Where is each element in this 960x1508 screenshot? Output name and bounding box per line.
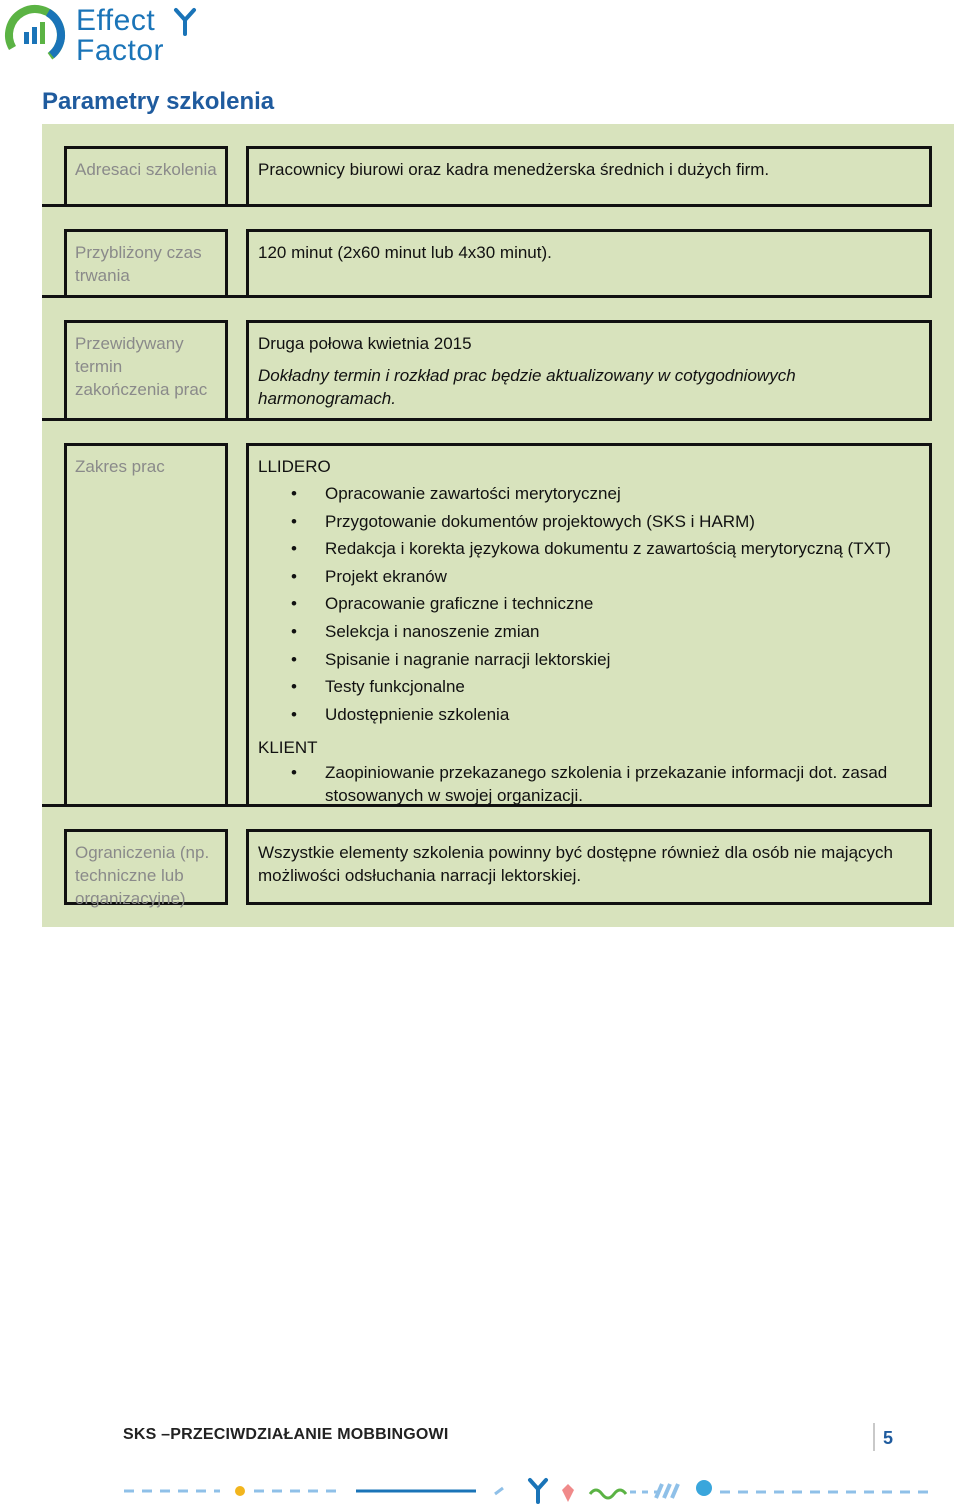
list-item: • Projekt ekranów (258, 563, 920, 591)
list-item: • Udostępnienie szkolenia (258, 701, 920, 729)
list-item: • Spisanie i nagranie narracji lektorskiej (258, 646, 920, 674)
row-label-zakres: Zakres prac (64, 443, 228, 807)
lidero-heading: LLIDERO (258, 457, 331, 476)
row-value-czas: 120 minut (2x60 minut lub 4x30 minut). (246, 229, 932, 298)
page-title: Parametry szkolenia (42, 88, 275, 115)
logo-line-1: Effect (76, 4, 156, 37)
row-value-ograniczenia: Wszystkie elementy szkolenia powinny być dostępne również dla osób nie mających możliwości odsłuchania narracji lektorskiej. (246, 829, 932, 905)
klient-list (258, 761, 920, 807)
list-item: • Zaopiniowanie przekazanego szkolenia i przekazanie informacji dot. zasad stosowanych w swojej organizacji. (258, 761, 920, 807)
footer-title: SKS –PRZECIWDZIAŁANIE MOBBINGOWI (123, 1426, 449, 1443)
row-label-termin: Przewidywany termin zakończenia prac (64, 320, 228, 421)
logo-y-icon (172, 6, 198, 36)
list-item: • Testy funkcjonalne (258, 673, 920, 701)
row-value-termin (246, 320, 932, 421)
termin-note: Dokładny termin i rozkład prac będzie aktualizowany w cotygodniowych harmonogramach. (258, 366, 796, 408)
list-item: • Selekcja i nanoszenie zmian (258, 618, 920, 646)
list-item: • Przygotowanie dokumentów projektowych (SKS i HARM) (258, 508, 920, 536)
row-value-zakres (246, 443, 932, 807)
lidero-list (258, 480, 920, 728)
list-item: • Redakcja i korekta językowa dokumentu z zawartością merytoryczną (TXT) (258, 535, 920, 563)
row-label-adresaci: Adresaci szkolenia (64, 146, 228, 207)
klient-heading: KLIENT (258, 738, 318, 758)
footer-decoration (120, 1472, 940, 1508)
list-item: • Opracowanie zawartości merytorycznej (258, 480, 920, 508)
logo-chart-icon (2, 2, 72, 72)
page-number: 5 (883, 1428, 894, 1448)
footer-divider (873, 1423, 875, 1451)
row-label-czas: Przybliżony czas trwania (64, 229, 228, 298)
row-value-adresaci: Pracownicy biurowi oraz kadra menedżerska średnich i dużych firm. (246, 146, 932, 207)
effect-factor-logo (0, 0, 210, 75)
row-label-ograniczenia: Ograniczenia (np. techniczne lub organizacyjne) (64, 829, 228, 905)
list-item: • Opracowanie graficzne i techniczne (258, 590, 920, 618)
logo-line-2: Factor (76, 34, 165, 67)
termin-value: Druga połowa kwietnia 2015 (258, 334, 472, 353)
parameters-table (42, 124, 954, 927)
